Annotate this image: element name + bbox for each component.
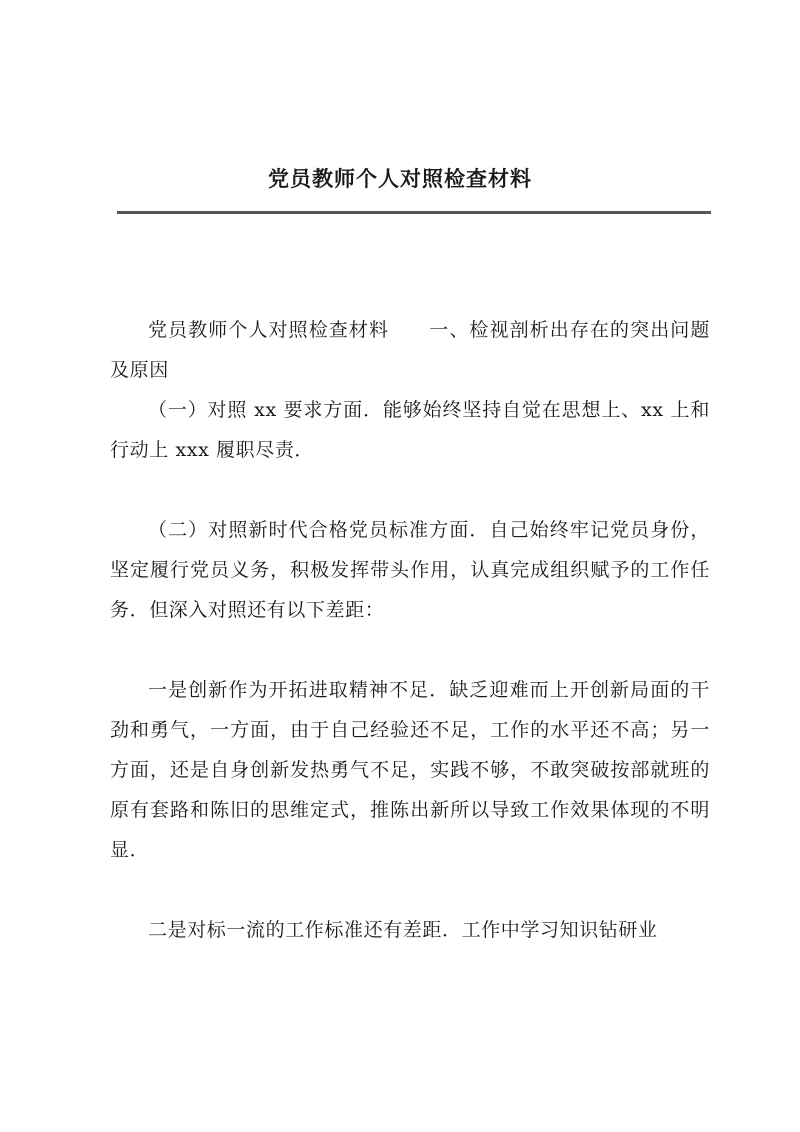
- document-title: 党员教师个人对照检查材料: [268, 166, 532, 191]
- paragraph-item-2: （二）对照新时代合格党员标准方面．自己始终牢记党员身份，坚定履行党员义务，积极发挥带头作用，认真完成组织赋予的工作任务．但深入对照还有以下差距：: [110, 519, 710, 621]
- paragraph-point-1: 一是创新作为开拓进取精神不足．缺乏迎难而上开创新局面的干劲和勇气，一方面，由于自己经验还不足，工作的水平还不高；另一方面，还是自身创新发热勇气不足，实践不够，不敢突破按部就班的原有套路和陈旧的思维定式，推陈出新所以导致工作效果体现的不明显．: [110, 679, 710, 861]
- paragraph-spacer: [110, 470, 710, 510]
- document-body: [110, 310, 710, 950]
- paragraph-item-1: （一）对照 xx 要求方面．能够始终坚持自觉在思想上、xx 上和行动上 xxx 履职尽责．: [110, 399, 710, 461]
- paragraph-intro: 党员教师个人对照检查材料 一、检视剖析出存在的突出问题及原因: [110, 319, 710, 381]
- paragraph-spacer: [110, 870, 710, 910]
- paragraph-spacer: [110, 630, 710, 670]
- title-divider: [117, 211, 711, 214]
- paragraph-point-2: 二是对标一流的工作标准还有差距．工作中学习知识钻研业: [148, 919, 658, 941]
